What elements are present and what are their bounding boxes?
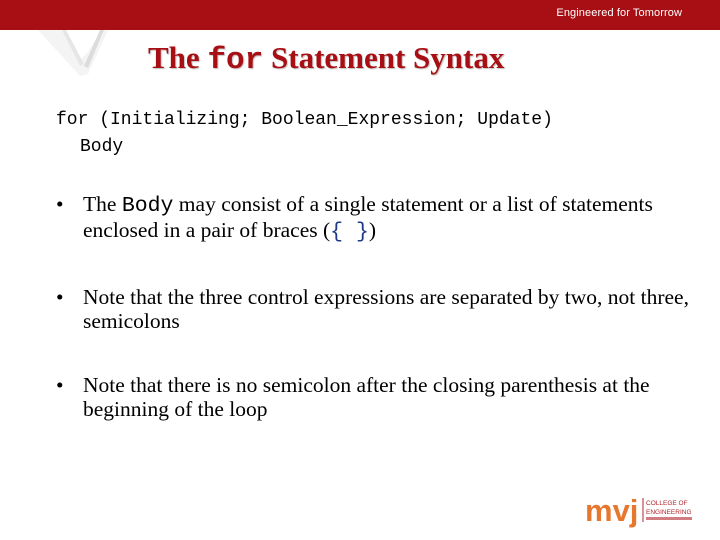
title-text-before: The — [148, 40, 208, 75]
logo-brand: mvj — [585, 493, 639, 528]
bullet-marker: • — [56, 285, 64, 309]
college-logo — [585, 492, 705, 528]
bullet-text-part: ) — [368, 218, 377, 242]
bullet-item — [56, 373, 696, 421]
title-text-after: Statement Syntax — [263, 40, 505, 75]
inline-code-braces: { } — [330, 220, 369, 244]
syntax-line-body: Body — [80, 137, 124, 157]
corner-chevron-decoration — [0, 0, 120, 80]
bullet-marker: • — [56, 373, 64, 397]
title-keyword: for — [207, 43, 264, 78]
logo-line-engineering: ENGINEERING — [646, 509, 692, 516]
syntax-line-header: for (Initializing; Boolean_Expression; Update) — [56, 110, 553, 130]
tagline: Engineered for Tomorrow — [556, 7, 682, 19]
inline-code-body: Body — [121, 194, 174, 218]
logo-line-college: COLLEGE OF — [646, 500, 688, 507]
bullet-item — [56, 285, 696, 333]
slide-title — [148, 40, 504, 78]
bullet-item — [56, 192, 696, 244]
bullet-text-part: may consist of a single statement or a list of statements enclosed in a pair of braces ( — [83, 192, 653, 242]
bullet-marker: • — [56, 192, 64, 216]
bullet-text — [83, 192, 696, 244]
bullet-text-part: The — [83, 192, 122, 216]
bullet-text: Note that there is no semicolon after the closing parenthesis at the beginning of the loop — [83, 373, 650, 421]
bullet-text: Note that the three control expressions are separated by two, not three, semicolons — [83, 285, 689, 333]
